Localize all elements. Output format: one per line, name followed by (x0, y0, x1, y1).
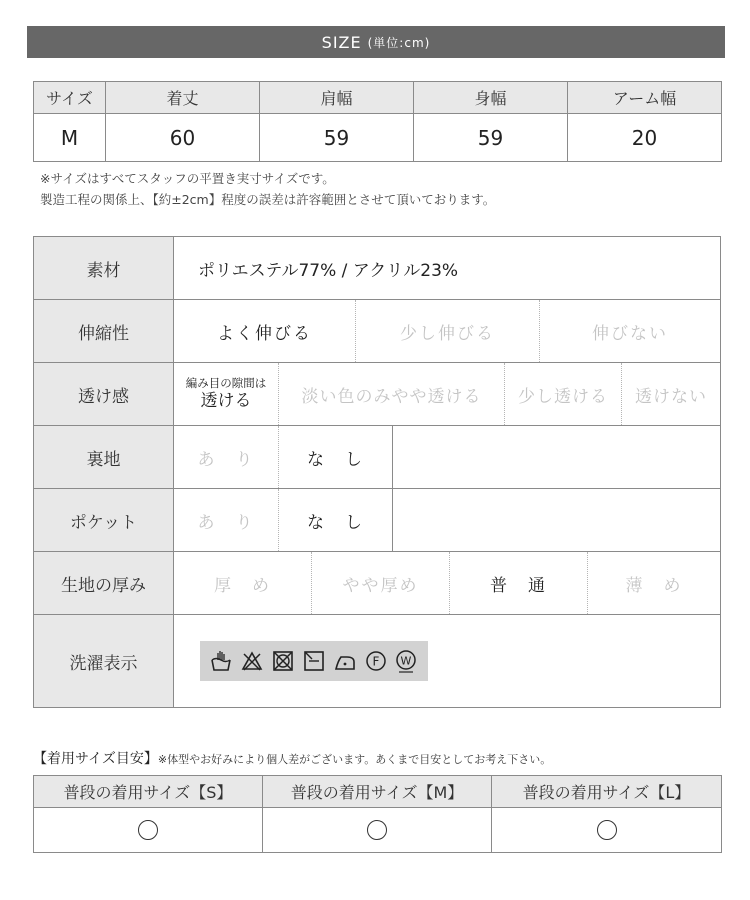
fit-table-header-row (34, 776, 722, 808)
line-dry-shade-icon (303, 648, 325, 674)
sheer-option-selected (174, 363, 279, 425)
size-table-cell: M (34, 114, 106, 162)
fit-table-cell (263, 808, 492, 853)
wet-clean-letter: W (401, 654, 412, 668)
spec-row-stretch (34, 299, 720, 362)
hand-wash-icon (210, 648, 232, 674)
spec-row-sheer (34, 362, 720, 425)
pocket-option: な し (279, 489, 393, 551)
thickness-option: 普 通 (450, 552, 588, 614)
size-table-cell: 59 (260, 114, 414, 162)
size-table-value-row (34, 114, 722, 162)
spec-label: 伸縮性 (34, 300, 174, 362)
size-table-header: サイズ (34, 82, 106, 114)
spec-label: ポケット (34, 489, 174, 551)
pocket-empty (393, 489, 720, 551)
lining-option: あ り (174, 426, 279, 488)
care-symbols (200, 641, 428, 681)
fit-table-header: 普段の着用サイズ【L】 (492, 776, 722, 808)
spec-row-material (34, 237, 720, 299)
fit-table-header: 普段の着用サイズ【M】 (263, 776, 492, 808)
stretch-option: 少し伸びる (356, 300, 540, 362)
spec-label: 素材 (34, 237, 174, 299)
lining-empty (393, 426, 720, 488)
fit-table-cell (34, 808, 263, 853)
size-table-header: 肩幅 (260, 82, 414, 114)
fit-title-main: 【着用サイズ目安】 (33, 751, 158, 767)
size-note: ※サイズはすべてスタッフの平置き実寸サイズです。 (40, 171, 335, 186)
size-header-title: SIZE (321, 32, 362, 52)
spec-row-thickness (34, 551, 720, 614)
sheer-option-big-text: 透ける (200, 390, 252, 411)
stretch-option: よく伸びる (174, 300, 356, 362)
material-value: ポリエステル77% / アクリル23% (198, 260, 459, 281)
fit-table-header: 普段の着用サイズ【S】 (34, 776, 263, 808)
size-table-cell: 20 (568, 114, 722, 162)
spec-label: 透け感 (34, 363, 174, 425)
sheer-option: 淡い色のみやや透ける (279, 363, 505, 425)
size-header (27, 26, 725, 58)
size-header-unit: (単位:cm) (367, 35, 431, 50)
dry-clean-letter: F (372, 654, 380, 669)
size-table-header: 身幅 (414, 82, 568, 114)
fit-table-value-row (34, 808, 722, 853)
fit-circle-icon (367, 820, 387, 840)
size-table-header-row (34, 82, 722, 114)
sheer-option-small-text: 編み目の隙間は (185, 376, 267, 391)
fit-table (33, 775, 722, 853)
sheer-option: 透けない (635, 386, 707, 407)
fit-title-sub: ※体型やお好みにより個人差がございます。あくまで目安としてお考え下さい。 (157, 753, 552, 766)
spec-label: 洗濯表示 (34, 615, 174, 707)
sheer-option: 少し透ける (505, 363, 622, 425)
size-table (33, 81, 722, 162)
size-table-cell: 59 (414, 114, 568, 162)
size-table-header: 着丈 (106, 82, 260, 114)
no-tumble-dry-icon (272, 648, 294, 674)
fit-table-cell (492, 808, 722, 853)
spec-row-lining (34, 425, 720, 488)
thickness-option: 薄 め (625, 575, 683, 596)
pocket-option: あ り (174, 489, 279, 551)
no-bleach-icon (241, 648, 263, 674)
spec-label: 生地の厚み (34, 552, 174, 614)
thickness-option: やや厚め (312, 552, 450, 614)
thickness-option: 厚 め (174, 552, 312, 614)
size-table-header: アーム幅 (568, 82, 722, 114)
size-table-cell: 60 (106, 114, 260, 162)
tolerance-note: 製造工程の関係上、【約±2cm】程度の誤差は許容範囲とさせて頂いております。 (40, 192, 496, 207)
stretch-option: 伸びない (592, 323, 668, 344)
spec-label: 裏地 (34, 426, 174, 488)
fit-title (33, 748, 551, 768)
fit-circle-icon (597, 820, 617, 840)
fit-circle-icon (138, 820, 158, 840)
spec-row-pocket (34, 488, 720, 551)
dry-clean-f-icon (365, 648, 387, 674)
spec-row-care (34, 614, 720, 707)
iron-low-icon (334, 648, 356, 674)
spec-table (33, 236, 721, 708)
lining-option: な し (279, 426, 393, 488)
wet-clean-w-icon (395, 648, 417, 674)
